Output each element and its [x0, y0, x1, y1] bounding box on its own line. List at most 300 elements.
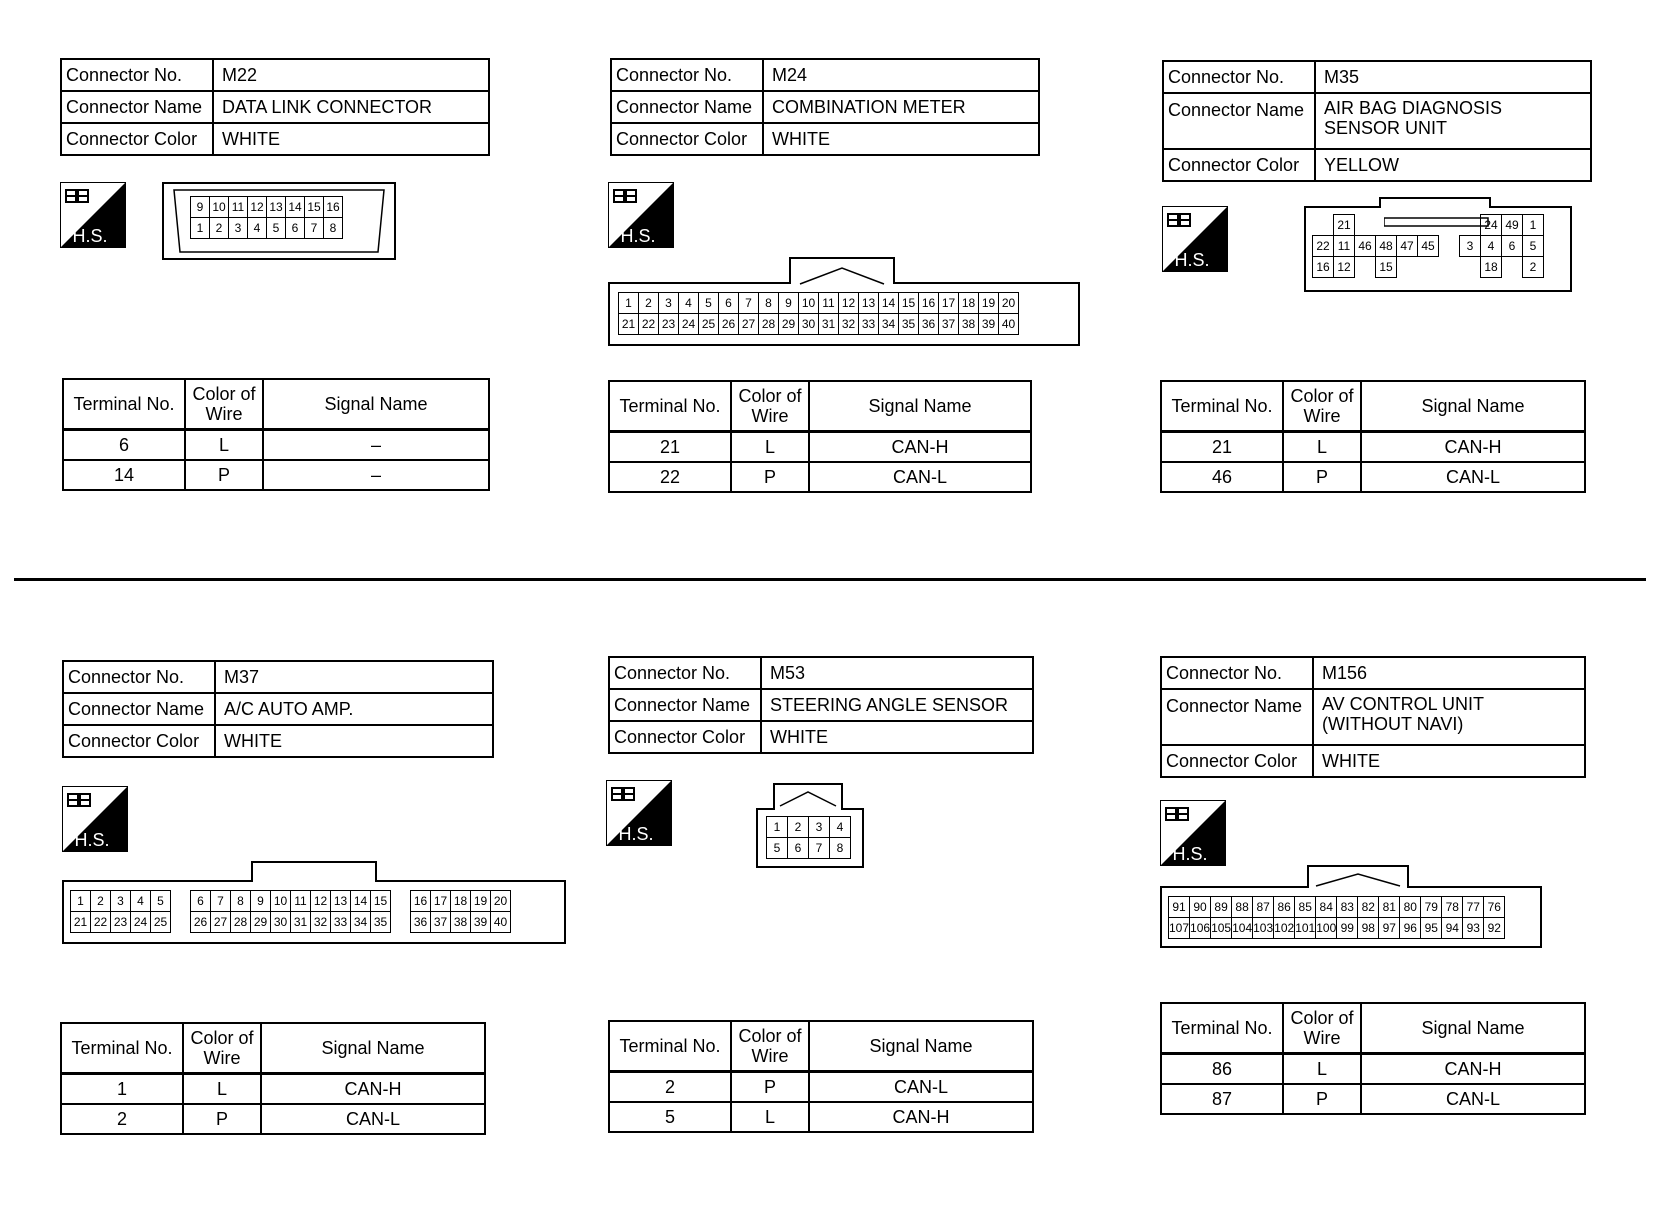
pin-cell: 28: [759, 314, 779, 335]
pin-cell: 107: [1169, 918, 1190, 939]
section-divider: [14, 578, 1646, 581]
pin-cell: 105: [1211, 918, 1232, 939]
pin-cell: 22: [1313, 236, 1334, 257]
pin-cell: 22: [91, 912, 111, 933]
pin-grid-m156: [1168, 896, 1505, 939]
hs-icon: [62, 786, 128, 852]
table-row: [61, 1104, 485, 1134]
pin-cell: 37: [939, 314, 959, 335]
header-terminal-no: Terminal No.: [1161, 381, 1283, 432]
pin-cell: 2: [639, 293, 659, 314]
pin-cell: 7: [809, 838, 830, 859]
pin-cell: 82: [1358, 897, 1379, 918]
pin-cell: 6: [719, 293, 739, 314]
header-signal-name: Signal Name: [263, 379, 489, 430]
connector-name-value: DATA LINK CONNECTOR: [213, 91, 489, 123]
pin-cell: 16: [1313, 257, 1334, 278]
header-color-of-wire: Color of Wire: [185, 379, 263, 430]
table-row: [63, 430, 489, 461]
pin-cell: 23: [111, 912, 131, 933]
pin-cell: 17: [431, 891, 451, 912]
terminal-no: 2: [609, 1072, 731, 1103]
table-row: [1161, 1084, 1585, 1114]
table-row: [61, 1074, 485, 1105]
pin-cell: 77: [1463, 897, 1484, 918]
pin-cell: 8: [759, 293, 779, 314]
pin-cell: 33: [331, 912, 351, 933]
pin-cell: 20: [491, 891, 511, 912]
signal-name: CAN-L: [1361, 462, 1585, 492]
label-connector-color: Connector Color: [609, 721, 761, 753]
pin-cell: 38: [451, 912, 471, 933]
header-signal-name: Signal Name: [809, 381, 1031, 432]
label-connector-no: Connector No.: [609, 657, 761, 689]
pin-blank: [171, 891, 191, 912]
pin-cell: 18: [959, 293, 979, 314]
connector-no-value: M22: [213, 59, 489, 91]
pin-cell: 13: [267, 197, 286, 218]
pin-cell: 95: [1421, 918, 1442, 939]
pin-grid-m53: [766, 816, 851, 859]
pin-cell: 7: [739, 293, 759, 314]
pin-cell: 26: [191, 912, 211, 933]
pin-cell: 40: [999, 314, 1019, 335]
label-connector-color: Connector Color: [63, 725, 215, 757]
pin-cell: 17: [939, 293, 959, 314]
pin-cell: 20: [999, 293, 1019, 314]
pin-cell: 47: [1397, 236, 1418, 257]
wire-color: L: [731, 1102, 809, 1132]
connector-face-m53: [756, 808, 864, 868]
pin-cell: 5: [767, 838, 788, 859]
label-connector-no: Connector No.: [1163, 61, 1315, 93]
pin-cell: 6: [191, 891, 211, 912]
pin-cell: 6: [788, 838, 809, 859]
label-connector-color: Connector Color: [1163, 149, 1315, 181]
pin-grid-m22: [190, 196, 343, 239]
connector-info-table: [610, 58, 1040, 156]
pin-cell: 32: [839, 314, 859, 335]
connector-color-value: WHITE: [761, 721, 1033, 753]
pin-grid-m37: [70, 890, 511, 933]
connector-name-value-line2: (WITHOUT NAVI): [1322, 714, 1464, 734]
label-connector-color: Connector Color: [61, 123, 213, 155]
pin-blank: [1313, 215, 1334, 236]
pin-cell: 21: [1334, 215, 1355, 236]
connector-face-m22: [162, 182, 396, 260]
wire-color: P: [183, 1104, 261, 1134]
pin-cell: 5: [699, 293, 719, 314]
pin-cell: 2: [788, 817, 809, 838]
wire-color: P: [1283, 1084, 1361, 1114]
pin-blank: [171, 912, 191, 933]
terminal-no: 1: [61, 1074, 183, 1105]
pin-cell: 19: [979, 293, 999, 314]
pin-cell: 97: [1379, 918, 1400, 939]
pin-cell: 1: [1523, 215, 1544, 236]
pin-cell: 33: [859, 314, 879, 335]
connector-name-value: STEERING ANGLE SENSOR: [761, 689, 1033, 721]
pin-cell: 35: [371, 912, 391, 933]
pin-cell: 25: [699, 314, 719, 335]
hs-label: H.S.: [620, 226, 656, 246]
label-connector-no: Connector No.: [63, 661, 215, 693]
connector-color-value: WHITE: [215, 725, 493, 757]
connector-block-m53: [608, 656, 1034, 754]
wire-color: P: [731, 1072, 809, 1103]
label-connector-no: Connector No.: [611, 59, 763, 91]
pin-cell: 88: [1232, 897, 1253, 918]
signal-name: CAN-L: [809, 1072, 1033, 1103]
connector-face-m37: [62, 880, 566, 944]
header-color-of-wire: Color of Wire: [731, 1021, 809, 1072]
label-connector-color: Connector Color: [1161, 745, 1313, 777]
pin-cell: 3: [659, 293, 679, 314]
pin-cell: 16: [324, 197, 343, 218]
pin-cell: 104: [1232, 918, 1253, 939]
pin-cell: 45: [1418, 236, 1439, 257]
hs-icon: [606, 780, 672, 846]
pin-cell: 8: [231, 891, 251, 912]
pin-cell: 1: [619, 293, 639, 314]
table-row: [609, 1102, 1033, 1132]
pin-cell: 102: [1274, 918, 1295, 939]
terminal-no: 22: [609, 462, 731, 492]
pin-cell: 15: [371, 891, 391, 912]
pin-cell: 29: [251, 912, 271, 933]
signal-name: CAN-L: [261, 1104, 485, 1134]
terminal-no: 21: [609, 432, 731, 463]
pin-cell: 16: [411, 891, 431, 912]
table-row: [1161, 1054, 1585, 1085]
connector-block-m156: [1160, 656, 1586, 778]
wire-color: P: [731, 462, 809, 492]
connector-info-table: [62, 660, 494, 758]
pin-cell: 29: [779, 314, 799, 335]
pin-blank: [1460, 257, 1481, 278]
hs-label: H.S.: [618, 824, 654, 844]
pin-cell: 103: [1253, 918, 1274, 939]
pin-cell: 46: [1355, 236, 1376, 257]
pin-cell: 34: [879, 314, 899, 335]
label-connector-color: Connector Color: [611, 123, 763, 155]
pin-cell: 1: [71, 891, 91, 912]
table-row: [609, 462, 1031, 492]
connector-info-table: [608, 656, 1034, 754]
terminal-table-m24: [608, 380, 1032, 493]
pin-cell: 99: [1337, 918, 1358, 939]
table-row: [1161, 462, 1585, 492]
pin-cell: 4: [679, 293, 699, 314]
pin-cell: 90: [1190, 897, 1211, 918]
pin-cell: 26: [719, 314, 739, 335]
pin-cell: 5: [1523, 236, 1544, 257]
pin-cell: 7: [211, 891, 231, 912]
pin-cell: 9: [779, 293, 799, 314]
pin-cell: 24: [679, 314, 699, 335]
pin-cell: 21: [619, 314, 639, 335]
hs-icon: [1162, 206, 1228, 272]
pin-cell: 87: [1253, 897, 1274, 918]
header-terminal-no: Terminal No.: [61, 1023, 183, 1074]
connector-color-value: WHITE: [763, 123, 1039, 155]
pin-cell: 16: [919, 293, 939, 314]
connector-name-value: AIR BAG DIAGNOSIS: [1324, 98, 1503, 118]
signal-name: –: [263, 430, 489, 461]
header-color-of-wire: Color of Wire: [183, 1023, 261, 1074]
pin-cell: 11: [1334, 236, 1355, 257]
signal-name: CAN-H: [1361, 1054, 1585, 1085]
signal-name: CAN-H: [809, 432, 1031, 463]
signal-name: CAN-H: [809, 1102, 1033, 1132]
pin-cell: 96: [1400, 918, 1421, 939]
connector-color-value: YELLOW: [1315, 149, 1591, 181]
pin-cell: 4: [248, 218, 267, 239]
hs-label: H.S.: [1174, 250, 1210, 270]
pin-cell: 78: [1442, 897, 1463, 918]
pin-blank: [1418, 257, 1439, 278]
pin-cell: 3: [1460, 236, 1481, 257]
terminal-no: 2: [61, 1104, 183, 1134]
connector-face-m24: [608, 282, 1080, 346]
pin-cell: 12: [839, 293, 859, 314]
label-connector-name: Connector Name: [1163, 93, 1315, 149]
pin-blank: [1397, 257, 1418, 278]
pin-cell: 10: [210, 197, 229, 218]
pin-cell: 34: [351, 912, 371, 933]
terminal-table-m37: [60, 1022, 486, 1135]
pin-grid-m24: [618, 292, 1019, 335]
wire-color: L: [1283, 432, 1361, 463]
connector-color-value: WHITE: [1313, 745, 1585, 777]
pin-cell: 36: [919, 314, 939, 335]
pin-cell: 2: [91, 891, 111, 912]
pin-cell: 24: [131, 912, 151, 933]
pin-cell: 6: [286, 218, 305, 239]
header-color-of-wire: Color of Wire: [1283, 381, 1361, 432]
pin-cell: 9: [251, 891, 271, 912]
pin-cell: 3: [809, 817, 830, 838]
connector-block-m35: [1162, 60, 1592, 182]
terminal-table-m53: [608, 1020, 1034, 1133]
wire-color: L: [185, 430, 263, 461]
pin-cell: 31: [291, 912, 311, 933]
connector-face-m35: [1304, 206, 1572, 292]
wire-color: P: [1283, 462, 1361, 492]
pin-cell: 89: [1211, 897, 1232, 918]
pin-cell: 7: [305, 218, 324, 239]
label-connector-name: Connector Name: [61, 91, 213, 123]
header-signal-name: Signal Name: [1361, 381, 1585, 432]
table-row: [609, 1072, 1033, 1103]
hs-label: H.S.: [1172, 844, 1208, 864]
connector-block-m24: [610, 58, 1040, 156]
terminal-table-m35: [1160, 380, 1586, 493]
connector-name-value-line2: SENSOR UNIT: [1324, 118, 1448, 138]
connector-color-value: WHITE: [213, 123, 489, 155]
pin-blank: [391, 912, 411, 933]
terminal-no: 21: [1161, 432, 1283, 463]
pin-cell: 35: [899, 314, 919, 335]
pin-blank: [1439, 257, 1460, 278]
terminal-table-m156: [1160, 1002, 1586, 1115]
pin-cell: 85: [1295, 897, 1316, 918]
connector-no-value: M37: [215, 661, 493, 693]
connector-face-m156: [1160, 886, 1542, 948]
terminal-no: 14: [63, 460, 185, 490]
pin-cell: 10: [799, 293, 819, 314]
connector-name-value: COMBINATION METER: [763, 91, 1039, 123]
table-row: [1161, 432, 1585, 463]
pin-cell: 24: [1481, 215, 1502, 236]
pin-cell: 98: [1358, 918, 1379, 939]
terminal-no: 46: [1161, 462, 1283, 492]
wire-color: L: [183, 1074, 261, 1105]
pin-cell: 30: [799, 314, 819, 335]
terminal-no: 86: [1161, 1054, 1283, 1085]
pin-cell: 8: [324, 218, 343, 239]
pin-cell: 49: [1502, 215, 1523, 236]
pin-cell: 11: [229, 197, 248, 218]
terminal-no: 5: [609, 1102, 731, 1132]
pin-cell: 48: [1376, 236, 1397, 257]
connector-no-value: M35: [1315, 61, 1591, 93]
pin-blank: [1502, 257, 1523, 278]
label-connector-name: Connector Name: [609, 689, 761, 721]
pin-cell: 12: [1334, 257, 1355, 278]
pin-cell: 13: [331, 891, 351, 912]
pin-cell: 15: [899, 293, 919, 314]
pin-blank: [391, 891, 411, 912]
connector-no-value: M156: [1313, 657, 1585, 689]
pin-cell: 79: [1421, 897, 1442, 918]
pin-cell: 3: [111, 891, 131, 912]
pin-cell: 83: [1337, 897, 1358, 918]
pin-cell: 27: [211, 912, 231, 933]
header-signal-name: Signal Name: [1361, 1003, 1585, 1054]
connector-no-value: M53: [761, 657, 1033, 689]
pin-cell: 27: [739, 314, 759, 335]
pin-cell: 23: [659, 314, 679, 335]
label-connector-no: Connector No.: [61, 59, 213, 91]
signal-name: CAN-L: [1361, 1084, 1585, 1114]
pin-cell: 76: [1484, 897, 1505, 918]
pin-cell: 101: [1295, 918, 1316, 939]
pin-cell: 4: [131, 891, 151, 912]
header-terminal-no: Terminal No.: [609, 381, 731, 432]
pin-cell: 1: [191, 218, 210, 239]
hs-icon: [608, 182, 674, 248]
pin-cell: 12: [248, 197, 267, 218]
pin-cell: 12: [311, 891, 331, 912]
pin-blank: [1355, 215, 1376, 236]
pin-cell: 21: [71, 912, 91, 933]
signal-name: CAN-L: [809, 462, 1031, 492]
pin-cell: 8: [830, 838, 851, 859]
wire-color: L: [1283, 1054, 1361, 1085]
pin-cell: 14: [286, 197, 305, 218]
pin-cell: 15: [1376, 257, 1397, 278]
connector-info-table: [60, 58, 490, 156]
connector-name-value: A/C AUTO AMP.: [215, 693, 493, 725]
pin-cell: 93: [1463, 918, 1484, 939]
header-color-of-wire: Color of Wire: [731, 381, 809, 432]
pin-cell: 5: [151, 891, 171, 912]
pin-blank: [1355, 257, 1376, 278]
pin-cell: 30: [271, 912, 291, 933]
signal-name: CAN-H: [261, 1074, 485, 1105]
pin-cell: 2: [1523, 257, 1544, 278]
pin-cell: 18: [1481, 257, 1502, 278]
hs-label: H.S.: [72, 226, 108, 246]
pin-cell: 94: [1442, 918, 1463, 939]
connector-info-table: [1162, 60, 1592, 182]
pin-cell: 11: [819, 293, 839, 314]
connector-info-table: [1160, 656, 1586, 778]
connector-no-value: M24: [763, 59, 1039, 91]
pin-cell: 9: [191, 197, 210, 218]
pin-cell: 92: [1484, 918, 1505, 939]
pin-cell: 5: [267, 218, 286, 239]
pin-cell: 1: [767, 817, 788, 838]
pin-cell: 100: [1316, 918, 1337, 939]
pin-cell: 15: [305, 197, 324, 218]
pin-cell: 6: [1502, 236, 1523, 257]
pin-cell: 31: [819, 314, 839, 335]
pin-cell: 80: [1400, 897, 1421, 918]
header-terminal-no: Terminal No.: [1161, 1003, 1283, 1054]
header-color-of-wire: Color of Wire: [1283, 1003, 1361, 1054]
header-terminal-no: Terminal No.: [609, 1021, 731, 1072]
signal-name: –: [263, 460, 489, 490]
pin-cell: 19: [471, 891, 491, 912]
table-row: [63, 460, 489, 490]
terminal-no: 87: [1161, 1084, 1283, 1114]
pin-cell: 4: [1481, 236, 1502, 257]
pin-cell: 4: [830, 817, 851, 838]
pin-cell: 28: [231, 912, 251, 933]
pin-cell: 11: [291, 891, 311, 912]
pin-cell: 39: [979, 314, 999, 335]
pin-cell: 40: [491, 912, 511, 933]
label-connector-no: Connector No.: [1161, 657, 1313, 689]
pin-cell: 86: [1274, 897, 1295, 918]
hs-icon: [1160, 800, 1226, 866]
signal-name: CAN-H: [1361, 432, 1585, 463]
pin-cell: 84: [1316, 897, 1337, 918]
header-signal-name: Signal Name: [261, 1023, 485, 1074]
pin-cell: 91: [1169, 897, 1190, 918]
pin-cell: 13: [859, 293, 879, 314]
pin-cell: 36: [411, 912, 431, 933]
table-row: [609, 432, 1031, 463]
pin-cell: 39: [471, 912, 491, 933]
pin-cell: 32: [311, 912, 331, 933]
label-connector-name: Connector Name: [611, 91, 763, 123]
terminal-no: 6: [63, 430, 185, 461]
header-signal-name: Signal Name: [809, 1021, 1033, 1072]
connector-block-m37: [62, 660, 494, 758]
wire-color: P: [185, 460, 263, 490]
pin-cell: 22: [639, 314, 659, 335]
pin-cell: 37: [431, 912, 451, 933]
connector-name-value: AV CONTROL UNIT: [1322, 694, 1485, 714]
label-connector-name: Connector Name: [63, 693, 215, 725]
header-terminal-no: Terminal No.: [63, 379, 185, 430]
hs-label: H.S.: [74, 830, 110, 850]
connector-block-m22: [60, 58, 490, 156]
pin-cell: 2: [210, 218, 229, 239]
